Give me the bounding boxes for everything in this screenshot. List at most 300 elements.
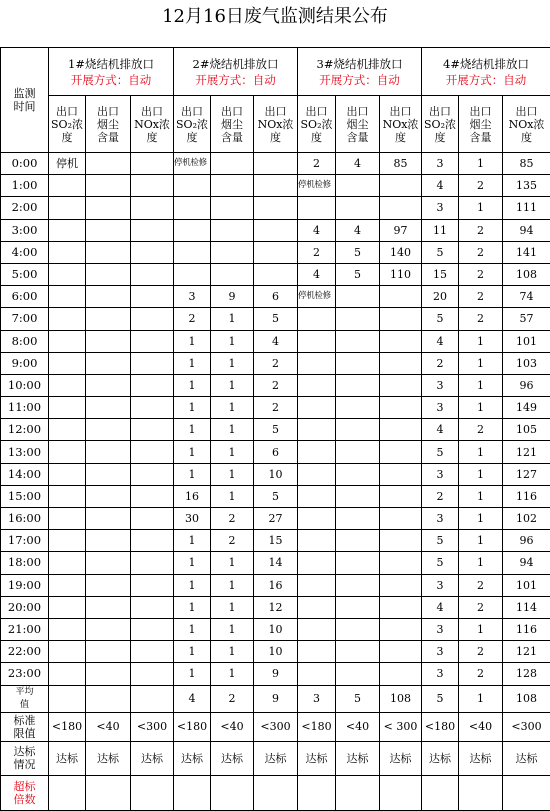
table-cell xyxy=(380,618,422,640)
row-label: 达标 情况 xyxy=(1,741,49,775)
table-cell xyxy=(298,485,336,507)
table-cell xyxy=(380,508,422,530)
table-cell: 121 xyxy=(503,641,550,663)
table-row xyxy=(1,530,550,552)
table-cell xyxy=(298,775,336,810)
table-cell: <40 xyxy=(211,712,254,741)
table-cell: 停机 xyxy=(49,153,86,175)
table-cell xyxy=(336,596,380,618)
table-cell: 3 xyxy=(422,397,459,419)
row-label: 14:00 xyxy=(1,463,49,485)
table-cell: 1 xyxy=(459,197,503,219)
table-cell: 2 xyxy=(422,352,459,374)
row-label: 20:00 xyxy=(1,596,49,618)
table-cell xyxy=(86,197,131,219)
table-cell xyxy=(298,618,336,640)
table-cell xyxy=(131,530,174,552)
table-cell: 1 xyxy=(211,441,254,463)
table-cell: 1 xyxy=(459,530,503,552)
table-cell xyxy=(131,641,174,663)
table-cell: 达标 xyxy=(211,741,254,775)
table-cell: 1 xyxy=(211,663,254,685)
average-row xyxy=(1,685,550,712)
table-cell xyxy=(131,485,174,507)
table-cell: 3 xyxy=(422,574,459,596)
table-cell xyxy=(336,197,380,219)
table-cell xyxy=(380,596,422,618)
table-cell xyxy=(380,175,422,197)
time-column-header: 监测 时间 xyxy=(1,48,49,153)
table-cell xyxy=(211,175,254,197)
table-cell: 57 xyxy=(503,308,550,330)
table-cell: 101 xyxy=(503,330,550,352)
table-row xyxy=(1,663,550,685)
table-cell xyxy=(131,618,174,640)
table-cell: 5 xyxy=(422,685,459,712)
row-label: 8:00 xyxy=(1,330,49,352)
table-cell xyxy=(131,308,174,330)
table-cell: 2 xyxy=(298,153,336,175)
table-cell xyxy=(336,463,380,485)
table-cell: 1 xyxy=(211,374,254,396)
row-label: 5:00 xyxy=(1,263,49,285)
table-cell: 4 xyxy=(422,596,459,618)
table-cell xyxy=(422,775,459,810)
table-row xyxy=(1,241,550,263)
table-cell: 1 xyxy=(211,596,254,618)
table-cell xyxy=(380,308,422,330)
table-cell: 达标 xyxy=(254,741,298,775)
table-cell: 27 xyxy=(254,508,298,530)
table-cell xyxy=(298,508,336,530)
table-cell xyxy=(49,352,86,374)
table-cell: 140 xyxy=(380,241,422,263)
table-cell: 6 xyxy=(254,286,298,308)
table-cell: 达标 xyxy=(86,741,131,775)
table-cell: 1 xyxy=(211,641,254,663)
table-cell xyxy=(131,175,174,197)
table-cell xyxy=(49,663,86,685)
row-label: 21:00 xyxy=(1,618,49,640)
table-cell: 1 xyxy=(174,463,211,485)
table-cell: 1 xyxy=(174,397,211,419)
table-cell xyxy=(336,530,380,552)
table-cell xyxy=(131,441,174,463)
table-cell xyxy=(254,219,298,241)
table-cell xyxy=(459,775,503,810)
table-cell xyxy=(49,552,86,574)
table-cell xyxy=(49,775,86,810)
row-label: 13:00 xyxy=(1,441,49,463)
table-cell: 9 xyxy=(254,685,298,712)
table-cell: 103 xyxy=(503,352,550,374)
table-row xyxy=(1,419,550,441)
table-cell: 5 xyxy=(422,530,459,552)
row-label: 17:00 xyxy=(1,530,49,552)
table-cell: 5 xyxy=(254,308,298,330)
outlet-name: 2#烧结机排放口 xyxy=(174,56,297,72)
table-cell: 4 xyxy=(422,419,459,441)
table-cell xyxy=(336,286,380,308)
table-cell: 2 xyxy=(298,241,336,263)
so2-column-header: 出口 SO₂浓 度 xyxy=(49,96,86,153)
table-row xyxy=(1,308,550,330)
table-cell xyxy=(49,530,86,552)
table-cell xyxy=(254,775,298,810)
table-cell: 1 xyxy=(174,352,211,374)
table-cell: 停机检修 xyxy=(298,175,336,197)
table-cell xyxy=(131,352,174,374)
table-cell xyxy=(49,508,86,530)
table-cell xyxy=(86,485,131,507)
table-cell xyxy=(298,552,336,574)
table-cell xyxy=(49,618,86,640)
table-row xyxy=(1,263,550,285)
row-label: 23:00 xyxy=(1,663,49,685)
outlet-1-header xyxy=(49,48,174,96)
table-cell: 141 xyxy=(503,241,550,263)
table-cell xyxy=(131,552,174,574)
table-cell xyxy=(336,374,380,396)
table-cell: <180 xyxy=(49,712,86,741)
row-label: 16:00 xyxy=(1,508,49,530)
table-cell xyxy=(380,374,422,396)
row-label: 0:00 xyxy=(1,153,49,175)
table-cell: 5 xyxy=(422,441,459,463)
table-cell xyxy=(380,330,422,352)
table-cell: <180 xyxy=(174,712,211,741)
table-cell xyxy=(211,775,254,810)
table-cell: 5 xyxy=(254,485,298,507)
table-cell xyxy=(131,419,174,441)
table-row xyxy=(1,197,550,219)
table-cell: 5 xyxy=(254,419,298,441)
table-cell xyxy=(131,263,174,285)
table-cell xyxy=(131,397,174,419)
row-label: 22:00 xyxy=(1,641,49,663)
table-cell xyxy=(131,508,174,530)
dust-column-header: 出口 烟尘 含量 xyxy=(336,96,380,153)
table-cell: 1 xyxy=(211,308,254,330)
table-cell: <40 xyxy=(336,712,380,741)
table-cell xyxy=(298,397,336,419)
table-row xyxy=(1,552,550,574)
table-cell: 2 xyxy=(459,308,503,330)
row-label: 18:00 xyxy=(1,552,49,574)
table-cell xyxy=(336,552,380,574)
table-cell: 1 xyxy=(211,552,254,574)
table-cell: 2 xyxy=(211,685,254,712)
table-row xyxy=(1,219,550,241)
table-cell xyxy=(336,441,380,463)
table-cell: 94 xyxy=(503,552,550,574)
nox-column-header: 出口 NOx浓 度 xyxy=(131,96,174,153)
table-cell xyxy=(131,330,174,352)
table-row xyxy=(1,374,550,396)
table-cell: 12 xyxy=(254,596,298,618)
table-cell: 1 xyxy=(174,419,211,441)
table-cell xyxy=(49,219,86,241)
table-cell xyxy=(380,530,422,552)
table-cell: 5 xyxy=(336,263,380,285)
row-label: 19:00 xyxy=(1,574,49,596)
table-cell: 1 xyxy=(174,663,211,685)
table-cell xyxy=(131,197,174,219)
table-cell xyxy=(86,374,131,396)
table-cell: 2 xyxy=(254,397,298,419)
table-cell: 2 xyxy=(211,508,254,530)
nox-column-header: 出口 NOx浓 度 xyxy=(380,96,422,153)
table-cell xyxy=(336,352,380,374)
table-cell: 3 xyxy=(422,508,459,530)
table-cell: 74 xyxy=(503,286,550,308)
table-cell: <180 xyxy=(422,712,459,741)
table-cell xyxy=(336,419,380,441)
table-cell: 4 xyxy=(298,219,336,241)
table-cell: 15 xyxy=(422,263,459,285)
table-cell: 4 xyxy=(336,153,380,175)
table-cell: 2 xyxy=(459,219,503,241)
table-cell xyxy=(211,153,254,175)
table-cell: 1 xyxy=(174,574,211,596)
table-cell xyxy=(131,596,174,618)
limit-row xyxy=(1,712,550,741)
table-cell xyxy=(86,685,131,712)
table-cell xyxy=(86,153,131,175)
table-row xyxy=(1,463,550,485)
table-cell xyxy=(49,308,86,330)
table-cell: 1 xyxy=(459,685,503,712)
table-row xyxy=(1,508,550,530)
outlet-mode: 开展方式：自动 xyxy=(49,72,173,88)
emission-table xyxy=(0,47,550,811)
table-row xyxy=(1,330,550,352)
table-cell xyxy=(380,352,422,374)
table-cell: 116 xyxy=(503,485,550,507)
nox-column-header: 出口 NOx浓 度 xyxy=(254,96,298,153)
table-cell: 3 xyxy=(422,663,459,685)
table-cell: 4 xyxy=(336,219,380,241)
table-row xyxy=(1,641,550,663)
table-cell: 116 xyxy=(503,618,550,640)
table-cell: 4 xyxy=(422,330,459,352)
table-cell: 3 xyxy=(422,153,459,175)
table-cell xyxy=(174,219,211,241)
table-cell: 1 xyxy=(459,552,503,574)
table-cell xyxy=(131,219,174,241)
table-cell xyxy=(298,374,336,396)
table-cell xyxy=(380,286,422,308)
table-cell: 2 xyxy=(254,352,298,374)
table-cell: 达标 xyxy=(174,741,211,775)
table-cell xyxy=(298,419,336,441)
table-cell xyxy=(254,241,298,263)
row-label: 6:00 xyxy=(1,286,49,308)
table-cell: 127 xyxy=(503,463,550,485)
table-cell xyxy=(336,574,380,596)
outlet-mode: 开展方式：自动 xyxy=(422,72,550,88)
table-cell: 1 xyxy=(211,618,254,640)
table-row xyxy=(1,441,550,463)
table-cell: 1 xyxy=(459,374,503,396)
table-cell xyxy=(298,352,336,374)
table-cell: 149 xyxy=(503,397,550,419)
table-cell xyxy=(298,663,336,685)
table-cell xyxy=(86,286,131,308)
table-cell: 85 xyxy=(380,153,422,175)
table-cell xyxy=(380,775,422,810)
table-cell: 2 xyxy=(459,641,503,663)
table-cell: 102 xyxy=(503,508,550,530)
table-cell: 85 xyxy=(503,153,550,175)
table-cell: 达标 xyxy=(422,741,459,775)
table-cell xyxy=(380,485,422,507)
table-cell: 2 xyxy=(211,530,254,552)
table-cell: 1 xyxy=(174,618,211,640)
table-cell xyxy=(49,596,86,618)
table-cell: 2 xyxy=(174,308,211,330)
table-cell: 4 xyxy=(298,263,336,285)
table-cell xyxy=(380,197,422,219)
table-cell xyxy=(336,397,380,419)
table-row xyxy=(1,397,550,419)
table-cell xyxy=(49,374,86,396)
table-cell xyxy=(86,352,131,374)
table-cell xyxy=(86,263,131,285)
so2-column-header: 出口 SO₂浓 度 xyxy=(174,96,211,153)
table-row xyxy=(1,485,550,507)
table-cell xyxy=(86,241,131,263)
outlet-name: 3#烧结机排放口 xyxy=(298,56,421,72)
row-label: 11:00 xyxy=(1,397,49,419)
table-cell: 5 xyxy=(422,552,459,574)
table-cell: 1 xyxy=(174,374,211,396)
table-cell xyxy=(86,441,131,463)
table-cell: 达标 xyxy=(380,741,422,775)
table-cell xyxy=(336,508,380,530)
table-cell: 达标 xyxy=(131,741,174,775)
table-row xyxy=(1,286,550,308)
row-label: 10:00 xyxy=(1,374,49,396)
table-cell xyxy=(298,197,336,219)
row-label: 1:00 xyxy=(1,175,49,197)
table-cell: 1 xyxy=(459,352,503,374)
table-cell xyxy=(86,308,131,330)
table-cell: 111 xyxy=(503,197,550,219)
table-cell xyxy=(49,574,86,596)
table-cell xyxy=(49,441,86,463)
table-cell xyxy=(86,641,131,663)
table-cell xyxy=(49,197,86,219)
table-cell xyxy=(503,775,550,810)
table-cell: <40 xyxy=(86,712,131,741)
nox-column-header: 出口 NOx浓 度 xyxy=(503,96,550,153)
table-cell xyxy=(254,175,298,197)
table-cell xyxy=(49,330,86,352)
table-cell xyxy=(49,685,86,712)
table-cell: 30 xyxy=(174,508,211,530)
row-label: 2:00 xyxy=(1,197,49,219)
table-cell: 3 xyxy=(422,618,459,640)
table-cell: 1 xyxy=(459,330,503,352)
dust-column-header: 出口 烟尘 含量 xyxy=(459,96,503,153)
table-cell xyxy=(336,330,380,352)
table-row xyxy=(1,175,550,197)
table-cell xyxy=(86,463,131,485)
table-cell xyxy=(86,330,131,352)
table-cell: 1 xyxy=(211,330,254,352)
table-cell xyxy=(131,663,174,685)
table-cell xyxy=(86,618,131,640)
table-cell xyxy=(211,219,254,241)
table-cell xyxy=(336,775,380,810)
exceed-row xyxy=(1,775,550,810)
table-cell: 20 xyxy=(422,286,459,308)
table-cell: 2 xyxy=(459,663,503,685)
table-cell xyxy=(86,775,131,810)
table-cell xyxy=(174,175,211,197)
table-cell xyxy=(298,641,336,663)
row-label: 7:00 xyxy=(1,308,49,330)
table-cell: 135 xyxy=(503,175,550,197)
table-cell: 2 xyxy=(459,286,503,308)
status-row xyxy=(1,741,550,775)
table-cell: 110 xyxy=(380,263,422,285)
table-cell: 2 xyxy=(459,175,503,197)
table-cell xyxy=(131,241,174,263)
table-cell xyxy=(86,397,131,419)
table-cell: 2 xyxy=(459,419,503,441)
outlet-name: 4#烧结机排放口 xyxy=(422,56,550,72)
table-cell: 16 xyxy=(254,574,298,596)
table-cell: 1 xyxy=(459,618,503,640)
table-cell: 1 xyxy=(174,552,211,574)
table-row xyxy=(1,352,550,374)
table-cell: 2 xyxy=(422,485,459,507)
row-label: 标准 限值 xyxy=(1,712,49,741)
table-cell xyxy=(380,574,422,596)
table-cell xyxy=(174,241,211,263)
table-cell xyxy=(86,574,131,596)
table-cell xyxy=(298,463,336,485)
table-cell xyxy=(380,463,422,485)
table-row xyxy=(1,596,550,618)
table-cell: 3 xyxy=(422,197,459,219)
table-cell: 10 xyxy=(254,618,298,640)
table-cell: 1 xyxy=(459,441,503,463)
table-cell: 1 xyxy=(174,330,211,352)
table-cell: 9 xyxy=(211,286,254,308)
table-cell xyxy=(298,596,336,618)
outlet-2-header xyxy=(174,48,298,96)
table-cell xyxy=(380,441,422,463)
row-label: 3:00 xyxy=(1,219,49,241)
table-cell xyxy=(298,574,336,596)
table-cell xyxy=(86,596,131,618)
dust-column-header: 出口 烟尘 含量 xyxy=(86,96,131,153)
table-cell xyxy=(336,485,380,507)
table-cell: 1 xyxy=(459,397,503,419)
table-cell xyxy=(86,175,131,197)
table-cell xyxy=(131,463,174,485)
so2-column-header: 出口 SO₂浓 度 xyxy=(298,96,336,153)
table-cell xyxy=(254,153,298,175)
table-cell xyxy=(336,641,380,663)
table-cell: 达标 xyxy=(336,741,380,775)
table-cell xyxy=(131,374,174,396)
table-cell: 97 xyxy=(380,219,422,241)
table-cell: 9 xyxy=(254,663,298,685)
